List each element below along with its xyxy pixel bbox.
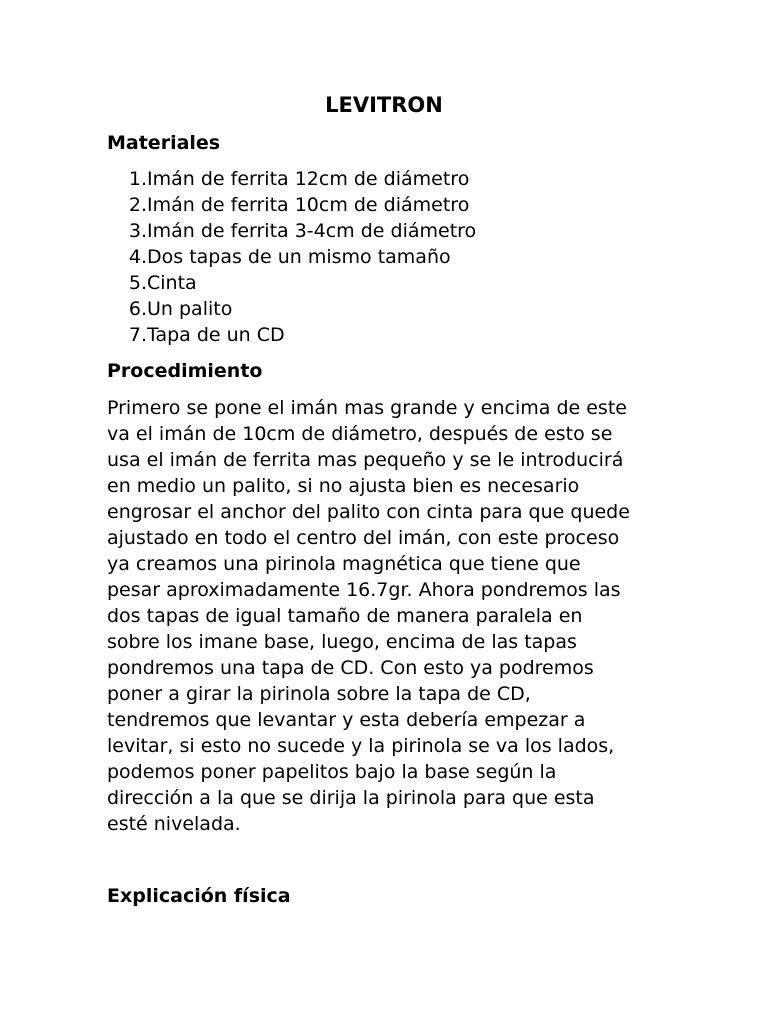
- paragraph-line: ajustado en todo el centro del imán, con este proceso: [107, 527, 620, 549]
- list-item-text: Imán de ferrita 10cm de diámetro: [147, 194, 470, 216]
- list-item-number: 2.: [128, 194, 147, 216]
- paragraph-line: tendremos que levantar y esta debería empezar a: [107, 709, 586, 731]
- list-item: [120, 218, 476, 244]
- list-item-number: 6.: [128, 298, 147, 320]
- list-item-text: Cinta: [147, 272, 197, 294]
- materials-list: [120, 166, 476, 348]
- paragraph-line: pesar aproximadamente 16.7gr. Ahora pondremos las: [107, 579, 621, 601]
- paragraph-line: usa el imán de ferrita mas pequeño y se le introducirá: [107, 449, 624, 471]
- list-item-number: 7.: [128, 324, 147, 346]
- paragraph-line: dos tapas de igual tamaño de manera paralela en: [107, 605, 583, 627]
- paragraph-line: engrosar el anchor del palito con cinta para que quede: [107, 501, 630, 523]
- procedure-paragraph: [107, 395, 687, 837]
- paragraph-line: Primero se pone el imán mas grande y encima de este: [107, 397, 627, 419]
- list-item-text: Un palito: [147, 298, 233, 320]
- paragraph-line: dirección a la que se dirija la pirinola para que esta: [107, 787, 595, 809]
- paragraph-line: va el imán de 10cm de diámetro, después de esto se: [107, 423, 613, 445]
- paragraph-line: ya creamos una pirinola magnética que tiene que: [107, 553, 581, 575]
- paragraph-line: sobre los imane base, luego, encima de las tapas: [107, 631, 577, 653]
- list-item-text: Tapa de un CD: [147, 324, 285, 346]
- document-title: LEVITRON: [325, 93, 443, 117]
- list-item: [120, 296, 476, 322]
- procedure-heading: Procedimiento: [107, 360, 263, 382]
- list-item-number: 5.: [128, 272, 147, 294]
- list-item: [120, 270, 476, 296]
- paragraph-line: pondremos una tapa de CD. Con esto ya podremos: [107, 657, 594, 679]
- explanation-heading: Explicación física: [107, 885, 291, 907]
- list-item: [120, 244, 476, 270]
- paragraph-line: en medio un palito, si no ajusta bien es necesario: [107, 475, 580, 497]
- paragraph-line: levitar, si esto no sucede y la pirinola se va los lados,: [107, 735, 615, 757]
- materials-heading: Materiales: [107, 132, 221, 154]
- list-item-text: Imán de ferrita 3-4cm de diámetro: [147, 220, 477, 242]
- list-item: [120, 322, 476, 348]
- list-item-text: Imán de ferrita 12cm de diámetro: [147, 168, 470, 190]
- paragraph-line: poner a girar la pirinola sobre la tapa de CD,: [107, 683, 531, 705]
- list-item-number: 1.: [128, 168, 147, 190]
- list-item: [120, 192, 476, 218]
- paragraph-line: esté nivelada.: [107, 813, 241, 835]
- list-item-number: 3.: [128, 220, 147, 242]
- list-item-text: Dos tapas de un mismo tamaño: [147, 246, 451, 268]
- list-item-number: 4.: [128, 246, 147, 268]
- paragraph-line: podemos poner papelitos bajo la base según la: [107, 761, 557, 783]
- list-item: [120, 166, 476, 192]
